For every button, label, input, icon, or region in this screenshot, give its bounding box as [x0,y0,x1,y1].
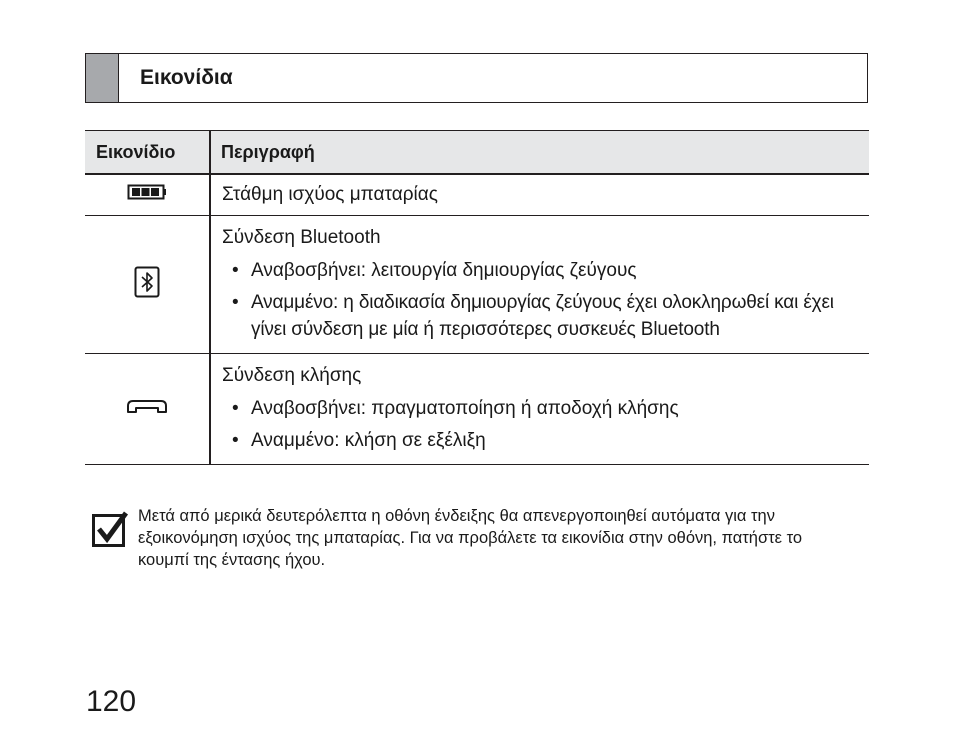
column-header-icon: Εικονίδιο [85,131,210,175]
icon-cell [85,174,210,216]
page-number: 120 [86,685,137,718]
list-item: • Αναμμένο: κλήση σε εξέλιξη [222,427,863,454]
icon-cell [85,354,210,465]
battery-icon [127,184,167,200]
table-header-row [85,131,869,175]
row-title: Σύνδεση Bluetooth [222,227,381,248]
section-header [85,53,868,103]
list-item: • Αναμμένο: η διαδικασία δημιουργίας ζεύγους έχει ολοκληρωθεί και έχει γίνει σύνδεση με μία ή περισσότερες συσκευές Bluetooth [222,289,863,343]
bullet-list [222,395,863,454]
list-item: • Αναβοσβήνει: πραγματοποίηση ή αποδοχή κλήσης [222,395,863,422]
column-header-description: Περιγραφή [210,131,869,175]
icon-cell [85,216,210,354]
description-cell [210,174,869,216]
table-row-battery [85,174,869,216]
bluetooth-icon [134,266,160,298]
section-marker [86,54,119,102]
note-text: Μετά από μερικά δευτερόλεπτα η οθόνη ένδειξης θα απενεργοποιηθεί αυτόματα για την εξοικονόμηση ισχύος της μπαταρίας. Για να προβάλετε τα εικονίδια στην οθόνη, πατήστε το κουμπί της έντασης ήχου. [138,507,803,569]
list-item: • Αναβοσβήνει: λειτουργία δημιουργίας ζεύγους [222,257,863,284]
section-title: Εικονίδια [140,66,233,89]
table-row-call [85,354,869,465]
row-title: Στάθμη ισχύος μπαταρίας [222,184,438,205]
description-cell [210,354,869,465]
table-row-bluetooth [85,216,869,354]
checkbox-note-icon [92,511,129,548]
icons-table [85,130,869,465]
row-title: Σύνδεση κλήσης [222,365,362,386]
call-icon [125,398,169,414]
description-cell [210,216,869,354]
bullet-list [222,257,863,343]
